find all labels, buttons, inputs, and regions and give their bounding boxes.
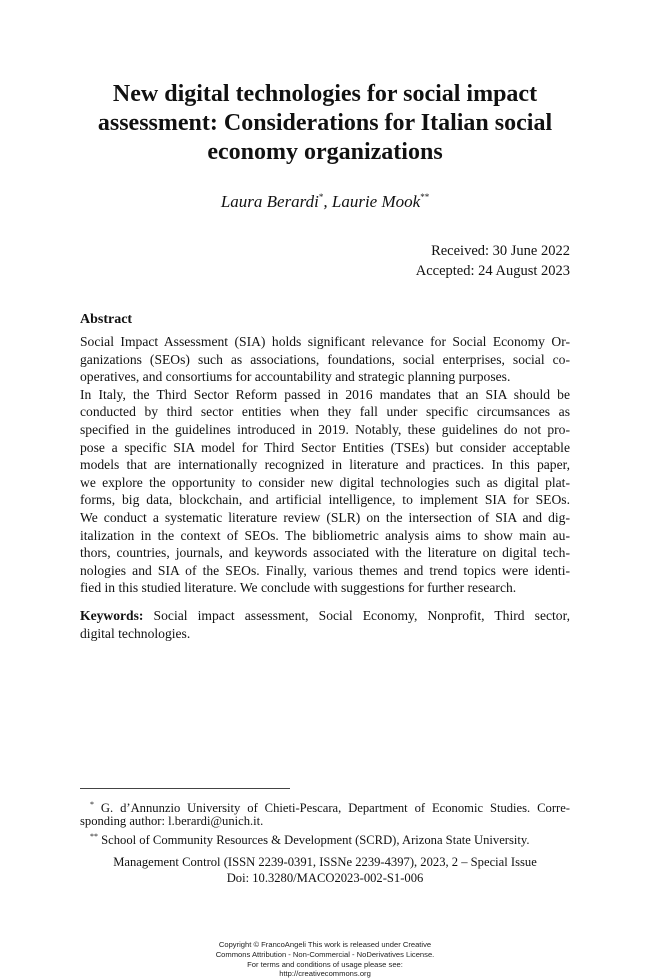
footnote-mark: * <box>90 800 94 809</box>
footnote-affiliation-1 <box>80 797 570 813</box>
journal-citation: Management Control (ISSN 2239-0391, ISSNe 2239-4397), 2023, 2 – Special Issue <box>113 855 537 869</box>
received-date: Received: 30 June 2022 <box>431 243 570 259</box>
abstract-line: fied in this studied literature. We conclude with suggestions for further research. <box>80 580 517 596</box>
abstract-line: We conduct a systematic literature review (SLR) on the intersection of SIA and dig- <box>80 509 570 525</box>
abstract-line: specified in the guidelines introduced in 2019. Notably, these guidelines do not pro- <box>80 421 570 437</box>
footnote-mark: ** <box>90 832 98 841</box>
footnote-affiliation-2 <box>80 829 570 845</box>
copyright-notice <box>150 940 500 979</box>
footnote-divider <box>80 788 290 789</box>
keywords-label: Keywords: <box>80 608 144 623</box>
author-footnote-mark: ** <box>420 192 430 202</box>
title-line: economy organizations <box>207 139 443 165</box>
copyright-line: Copyright © FrancoAngeli This work is released under Creative <box>218 940 432 949</box>
copyright-line: Commons Attribution - Non-Commercial - NoDerivatives License. <box>215 949 435 959</box>
journal-info <box>80 854 570 886</box>
copyright-line: For terms and conditions of usage please see: <box>247 959 403 969</box>
footnotes <box>80 797 570 845</box>
author-separator: , <box>323 192 332 211</box>
doi: Doi: 10.3280/MACO2023-002-S1-006 <box>226 871 424 885</box>
title-line: New digital technologies for social impact <box>112 81 538 107</box>
abstract-line: forms, big data, blockchain, and artificial intelligence, to implement SIA for SEOs. <box>80 492 570 508</box>
abstract-line: operatives, and consortiums for accountability and strategic planning purposes. <box>80 369 511 385</box>
keywords-text: Social impact assessment, Social Economy, Nonprofit, Third sector, <box>143 608 570 623</box>
footnote-text: School of Community Resources & Development (SCRD), Arizona State University. <box>98 833 530 847</box>
title-line: assessment: Considerations for Italian social <box>97 110 553 136</box>
submission-dates <box>416 241 570 281</box>
abstract-line: thors, countries, journals, and keywords associated with the literature on digital tech- <box>80 545 570 561</box>
abstract-body <box>80 333 570 597</box>
abstract-heading: Abstract <box>80 312 133 327</box>
abstract-line: nologies and SIA of the SEOs. Finally, various themes and trend topics were identi- <box>80 562 570 578</box>
accepted-date: Accepted: 24 August 2023 <box>415 263 570 279</box>
keywords-block <box>80 607 570 642</box>
abstract-line: ganizations (SEOs) such as associations, foundations, social enterprises, social co- <box>80 351 570 367</box>
author-list <box>80 186 570 213</box>
author-name: Laura Berardi <box>220 192 319 211</box>
footnote-text: G. d’Annunzio University of Chieti-Pescara, Department of Economic Studies. Corre- <box>94 801 570 815</box>
abstract-line: conducted by third sector entities when they fall under specific circumsances as <box>80 404 570 420</box>
paper-title <box>80 80 570 167</box>
author-footnote-mark: * <box>318 192 324 202</box>
abstract-line: Social Impact Assessment (SIA) holds significant relevance for Social Economy Or- <box>80 334 570 349</box>
abstract-line: we explore the opportunity to consider new digital technologies such as digital plat- <box>80 474 570 490</box>
abstract-line: pose a specific SIA model for Third Sector Entities (TSEs) but consider acceptable <box>80 439 570 455</box>
abstract-line: models that are internationally recognized in literature and practices. In this paper, <box>80 457 570 473</box>
copyright-link: http://creativecommons.org <box>279 969 371 979</box>
footnote-corresponding-author: sponding author: l.berardi@unich.it. <box>80 814 264 828</box>
author-name: Laurie Mook <box>331 192 421 211</box>
keywords-line <box>80 607 570 625</box>
keywords-line: digital technologies. <box>80 625 191 641</box>
abstract-line: In Italy, the Third Sector Reform passed in 2016 mandates that an SIA should be <box>80 386 570 402</box>
abstract-line: italization in the context of SEOs. The bibliometric analysis aims to show main au- <box>80 527 570 543</box>
